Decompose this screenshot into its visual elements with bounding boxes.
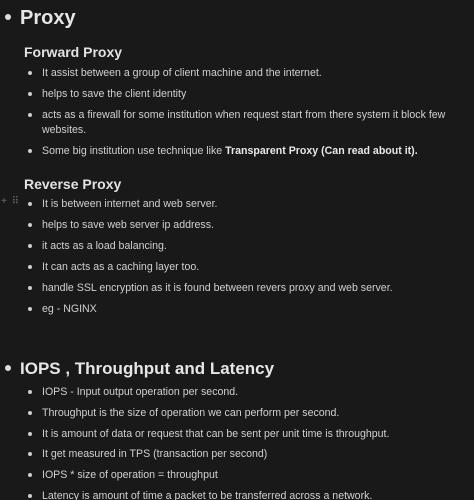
list-item: It get measured in TPS (transaction per second) xyxy=(28,447,464,462)
bullet-icon xyxy=(28,71,32,75)
heading-iops xyxy=(5,357,274,381)
bullet-icon xyxy=(28,202,32,206)
bullet-icon xyxy=(28,244,32,248)
bullet-icon xyxy=(28,411,32,415)
list-item-text: Some big institution use technique like xyxy=(42,145,226,157)
toggle-bullet-icon[interactable] xyxy=(5,14,11,20)
heading-iops-text: IOPS , Throughput and Latency xyxy=(20,359,275,378)
heading-forward-proxy: Forward Proxy xyxy=(24,44,123,60)
bullet-icon xyxy=(28,494,32,498)
heading-proxy xyxy=(5,6,76,30)
bullet-icon xyxy=(28,92,32,96)
list-item: handle SSL encryption as it is found between revers proxy and web server. xyxy=(28,281,464,296)
list-item: eg - NGINX xyxy=(28,302,464,317)
bullet-icon xyxy=(28,223,32,227)
list-item: It can acts as a caching layer too. xyxy=(28,260,464,275)
bullet-icon xyxy=(28,113,32,117)
list-item: IOPS - Input output operation per second. xyxy=(28,385,464,400)
list-item: IOPS * size of operation = throughput xyxy=(28,468,464,483)
block-drag-handle[interactable]: + ⠿ xyxy=(1,196,20,207)
bullet-icon xyxy=(28,286,32,290)
list-item: it acts as a load balancing. xyxy=(28,239,464,254)
list-item: It assist between a group of client machine and the internet. xyxy=(28,66,464,81)
list-item: helps to save the client identity xyxy=(28,87,464,102)
bullet-icon xyxy=(28,473,32,477)
list-item: Throughput is the size of operation we can perform per second. xyxy=(28,406,464,421)
list-item xyxy=(28,144,464,159)
heading-reverse-proxy: Reverse Proxy xyxy=(24,176,122,192)
list-item: acts as a firewall for some institution when request start from there system it block few websites. xyxy=(28,108,464,138)
list-item: Latency is amount of time a packet to be transferred across a network. xyxy=(28,489,464,500)
bullet-icon xyxy=(28,390,32,394)
bold-text: Transparent Proxy (Can read about it). xyxy=(225,145,418,157)
bullet-icon xyxy=(28,432,32,436)
bullet-icon xyxy=(28,149,32,153)
bullet-icon xyxy=(28,452,32,456)
toggle-bullet-icon[interactable] xyxy=(5,365,11,371)
heading-proxy-text: Proxy xyxy=(20,7,76,29)
list-item: It is between internet and web server. xyxy=(28,197,464,212)
bullet-icon xyxy=(28,307,32,311)
list-item: It is amount of data or request that can be sent per unit time is throughput. xyxy=(28,427,464,442)
list-item: helps to save web server ip address. xyxy=(28,218,464,233)
bullet-icon xyxy=(28,265,32,269)
